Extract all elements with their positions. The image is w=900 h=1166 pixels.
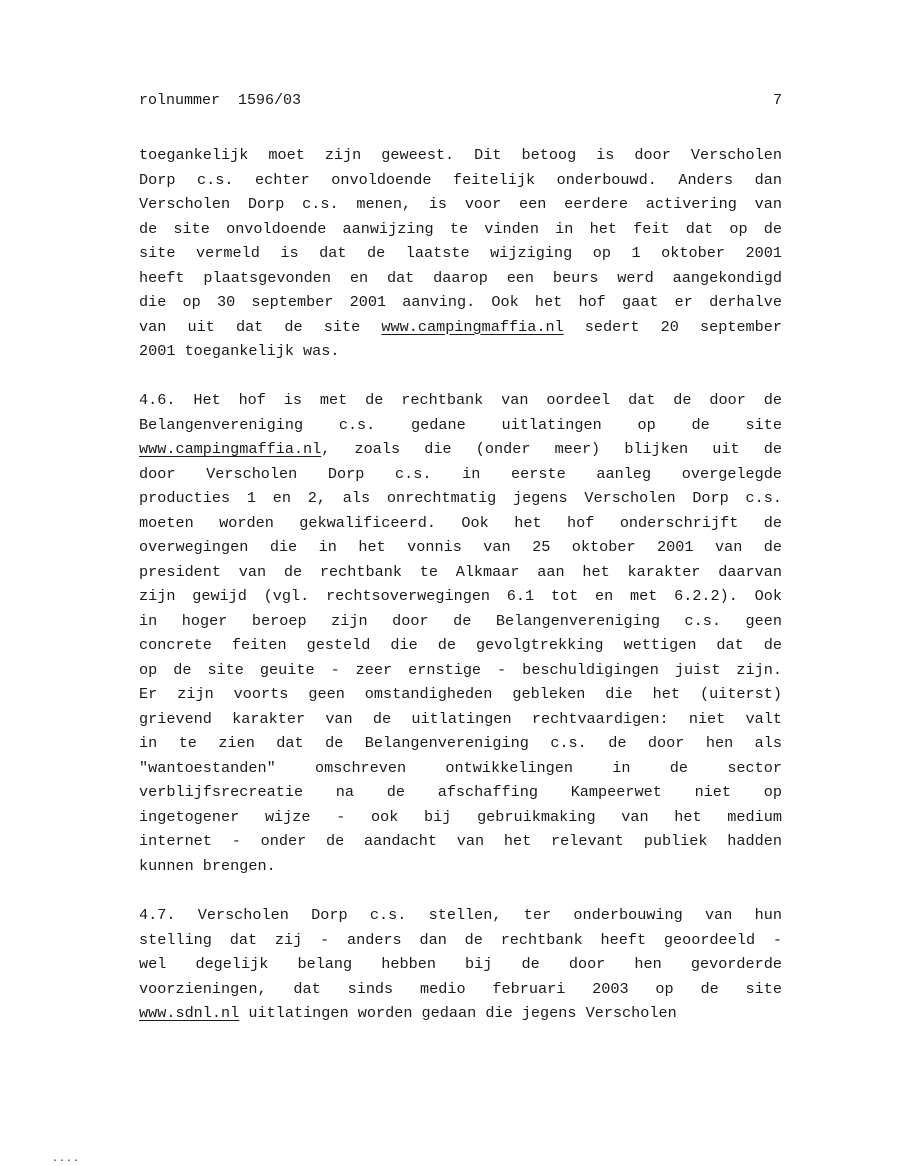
text-line	[139, 829, 782, 854]
text-line	[139, 756, 782, 781]
website-link[interactable]: www.campingmaffia.nl	[139, 440, 322, 458]
text-line	[139, 854, 782, 879]
text-segment: Er zijn voorts geen omstandigheden gebleken die het (uiterst)	[139, 685, 782, 703]
text-line	[139, 437, 782, 462]
text-line	[139, 633, 782, 658]
text-segment: stelling dat zij - anders dan de rechtbank heeft geoordeeld -	[139, 930, 782, 949]
text-segment: kunnen brengen.	[139, 856, 276, 875]
text-line	[139, 977, 782, 1002]
text-line	[139, 339, 782, 364]
text-segment: grievend karakter van de uitlatingen rechtvaardigen: niet valt	[139, 709, 782, 728]
text-line	[139, 143, 782, 168]
website-link[interactable]: www.sdnl.nl	[139, 1004, 240, 1022]
text-segment: 4.7. Verscholen Dorp c.s. stellen, ter onderbouwing van hun	[139, 906, 782, 924]
text-line	[139, 486, 782, 511]
text-segment: , zoals die (onder meer) blijken uit de	[321, 440, 782, 458]
text-segment: overwegingen die in het vonnis van 25 oktober 2001 van de	[139, 538, 782, 556]
text-segment: moeten worden gekwalificeerd. Ook het hof onderschrijft de	[139, 513, 782, 532]
text-segment: zijn gewijd (vgl. rechtsoverwegingen 6.1 tot en met 6.2.2). Ook	[139, 587, 782, 605]
text-segment: in te zien dat de Belangenvereniging c.s. de door hen als	[139, 734, 782, 752]
text-segment: ingetogener wijze - ook bij gebruikmaking van het medium	[139, 807, 782, 826]
text-line	[139, 707, 782, 732]
text-segment: 2001 toegankelijk was.	[139, 342, 340, 360]
text-line	[139, 192, 782, 217]
text-segment: "wantoestanden" omschreven ontwikkelingen in de sector	[139, 758, 782, 777]
text-line	[139, 1001, 782, 1026]
text-segment: heeft plaatsgevonden en dat daarop een beurs werd aangekondigd	[139, 268, 782, 287]
text-line	[139, 413, 782, 438]
text-line	[139, 560, 782, 585]
text-line	[139, 511, 782, 536]
page-header	[139, 92, 782, 112]
case-number: rolnummer 1596/03	[139, 92, 302, 109]
text-segment: 4.6. Het hof is met de rechtbank van oordeel dat de door de	[139, 391, 782, 409]
text-line	[139, 535, 782, 560]
paragraph-4-7	[139, 903, 782, 1026]
text-segment: van uit dat de site	[139, 317, 382, 336]
text-segment: president van de rechtbank te Alkmaar aan het karakter daarvan	[139, 562, 782, 581]
text-line	[139, 952, 782, 977]
text-line	[139, 388, 782, 413]
text-segment: uitlatingen worden gedaan die jegens Verscholen	[239, 1004, 677, 1022]
text-segment: voorzieningen, dat sinds medio februari 2003 op de site	[139, 979, 782, 998]
page-number: 7	[772, 92, 782, 109]
text-segment: producties 1 en 2, als onrechtmatig jegens Verscholen Dorp c.s.	[139, 489, 782, 507]
text-segment: die op 30 september 2001 aanving. Ook het hof gaat er derhalve	[139, 293, 782, 311]
text-line	[139, 584, 782, 609]
text-line	[139, 928, 782, 953]
text-segment: de site onvoldoende aanwijzing te vinden in het feit dat op de	[139, 219, 782, 238]
text-line	[139, 290, 782, 315]
text-segment: site vermeld is dat de laatste wijziging op 1 oktober 2001	[139, 244, 782, 262]
website-link[interactable]: www.campingmaffia.nl	[381, 317, 564, 336]
text-segment: sedert 20 september	[563, 317, 783, 336]
text-segment: concrete feiten gesteld die de gevolgtrekking wettigen dat de	[139, 636, 782, 654]
continuation-dots: ....	[52, 1154, 81, 1165]
text-line	[139, 315, 782, 340]
text-line	[139, 217, 782, 242]
text-line	[139, 805, 782, 830]
text-segment: in hoger beroep zijn door de Belangenvereniging c.s. geen	[139, 611, 782, 630]
text-segment: toegankelijk moet zijn geweest. Dit betoog is door Verscholen	[139, 146, 782, 164]
text-line	[139, 266, 782, 291]
text-segment: door Verscholen Dorp c.s. in eerste aanleg overgelegde	[139, 464, 782, 483]
text-line	[139, 462, 782, 487]
text-segment: wel degelijk belang hebben bij de door hen gevorderde	[139, 955, 782, 973]
text-segment: op de site geuite - zeer ernstige - beschuldigingen juist zijn.	[139, 660, 782, 679]
text-line	[139, 682, 782, 707]
paragraph-4-6	[139, 388, 782, 878]
text-segment: internet - onder de aandacht van het relevant publiek hadden	[139, 832, 782, 850]
text-line	[139, 731, 782, 756]
text-line	[139, 658, 782, 683]
text-line	[139, 903, 782, 928]
text-line	[139, 780, 782, 805]
paragraph-continuation	[139, 143, 782, 364]
text-line	[139, 168, 782, 193]
text-segment: verblijfsrecreatie na de afschaffing Kampeerwet niet op	[139, 783, 782, 801]
text-segment: Belangenvereniging c.s. gedane uitlatingen op de site	[139, 415, 782, 434]
text-line	[139, 609, 782, 634]
text-segment: Verscholen Dorp c.s. menen, is voor een eerdere activering van	[139, 195, 782, 213]
text-segment: Dorp c.s. echter onvoldoende feitelijk onderbouwd. Anders dan	[139, 170, 782, 189]
text-line	[139, 241, 782, 266]
